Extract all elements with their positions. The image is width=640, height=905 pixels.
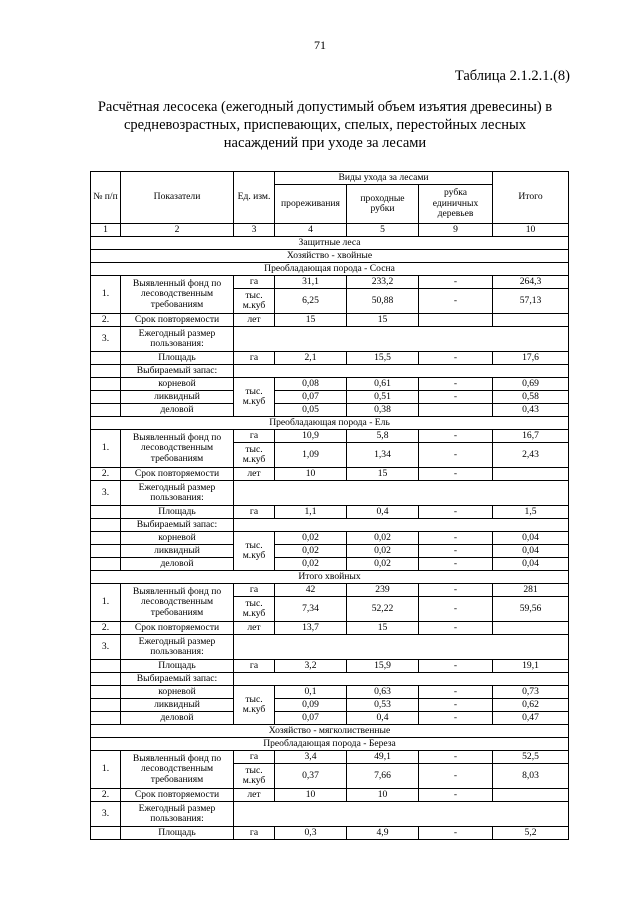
header-unit: Ед. изм.: [234, 172, 275, 224]
empty-cell: [234, 519, 569, 532]
cell: 8,03: [493, 764, 569, 789]
empty-cell: [91, 699, 121, 712]
cell: 281: [493, 584, 569, 597]
cell: 2,43: [493, 443, 569, 468]
empty-cell: [91, 352, 121, 365]
annual-row: [91, 481, 569, 506]
annual-row: [91, 635, 569, 660]
stock-row: [91, 673, 569, 686]
header-total: Итого: [493, 172, 569, 224]
header-thinning: прореживания: [275, 185, 347, 224]
section-spruce: [91, 417, 569, 430]
cell: Выбираемый запас:: [121, 519, 234, 532]
empty-cell: [91, 365, 121, 378]
section-total-conif-label: Итого хвойных: [91, 571, 569, 584]
cell: 0,58: [493, 391, 569, 404]
header-pass-cuts: проходные рубки: [347, 185, 419, 224]
stock-business-row: [91, 404, 569, 417]
cell: [493, 468, 569, 481]
section-farm-soft: [91, 725, 569, 738]
header-care-types: Виды ухода за лесами: [275, 172, 493, 185]
cell: лет: [234, 789, 275, 802]
cell: 2.: [91, 622, 121, 635]
cell: Выбираемый запас:: [121, 365, 234, 378]
cell: га: [234, 430, 275, 443]
cell: 10: [275, 468, 347, 481]
cell: тыс. м.куб: [234, 443, 275, 468]
cell: 15,5: [347, 352, 419, 365]
cell: 52,5: [493, 751, 569, 764]
cell: га: [234, 584, 275, 597]
cell: ликвидный: [121, 391, 234, 404]
cell: -: [419, 789, 493, 802]
cell: 13,7: [275, 622, 347, 635]
empty-cell: [234, 481, 569, 506]
cell: Площадь: [121, 827, 234, 840]
cell: Выявленный фонд по лесоводственным требованиям: [121, 751, 234, 789]
cell: Срок повторяемости: [121, 789, 234, 802]
cell: 7,34: [275, 597, 347, 622]
cell: 15,9: [347, 660, 419, 673]
section-protective-label: Защитные леса: [91, 237, 569, 250]
document-title: [80, 98, 570, 152]
cell: 0,02: [275, 545, 347, 558]
section-spruce-label: Преобладающая порода - Ель: [91, 417, 569, 430]
cell: 3.: [91, 802, 121, 827]
cell: ликвидный: [121, 545, 234, 558]
area-row: [91, 660, 569, 673]
empty-cell: [234, 327, 569, 352]
cell: 0,02: [347, 558, 419, 571]
cell: лет: [234, 314, 275, 327]
cell: -: [419, 545, 493, 558]
cell: 0,02: [347, 545, 419, 558]
period-row: [91, 314, 569, 327]
cell: деловой: [121, 404, 234, 417]
cell: 1.: [91, 430, 121, 468]
cell: [493, 789, 569, 802]
cell: 0,1: [275, 686, 347, 699]
section-pine: [91, 263, 569, 276]
title-line: средневозрастных, приспевающих, спелых, перестойных лесных: [124, 117, 526, 133]
cell: 0,47: [493, 712, 569, 725]
cell: Срок повторяемости: [121, 314, 234, 327]
cell: -: [419, 532, 493, 545]
cell: Срок повторяемости: [121, 622, 234, 635]
cell: 2.: [91, 789, 121, 802]
cell: га: [234, 352, 275, 365]
stock-root-row: [91, 686, 569, 699]
cell: -: [419, 597, 493, 622]
empty-cell: [91, 673, 121, 686]
cell: Выявленный фонд по лесоводственным требованиям: [121, 276, 234, 314]
section-farm-conif-label: Хозяйство - хвойные: [91, 250, 569, 263]
cell: 0,61: [347, 378, 419, 391]
cell: 15: [275, 314, 347, 327]
cell: 3.: [91, 481, 121, 506]
cell: тыс. м.куб: [234, 378, 275, 417]
cell: тыс. м.куб: [234, 289, 275, 314]
harvest-table: [90, 171, 569, 840]
cell: -: [419, 289, 493, 314]
empty-cell: [234, 365, 569, 378]
cell: 31,1: [275, 276, 347, 289]
cell: -: [419, 468, 493, 481]
cell: 16,7: [493, 430, 569, 443]
cell: [419, 314, 493, 327]
period-row: [91, 468, 569, 481]
cell: 1,09: [275, 443, 347, 468]
stock-liquid-row: [91, 391, 569, 404]
section-total-conif: [91, 571, 569, 584]
cell: [419, 404, 493, 417]
cell: 52,22: [347, 597, 419, 622]
cell: -: [419, 622, 493, 635]
cell: 0,69: [493, 378, 569, 391]
cell: корневой: [121, 686, 234, 699]
cell: 19,1: [493, 660, 569, 673]
cell: 50,88: [347, 289, 419, 314]
cell: 57,13: [493, 289, 569, 314]
empty-cell: [91, 660, 121, 673]
cell: 6,25: [275, 289, 347, 314]
empty-cell: [91, 545, 121, 558]
stock-liquid-row: [91, 545, 569, 558]
cell: 17,6: [493, 352, 569, 365]
empty-cell: [91, 404, 121, 417]
cell: 0,3: [275, 827, 347, 840]
header-indicator: Показатели: [121, 172, 234, 224]
empty-cell: [91, 519, 121, 532]
cell: 1.: [91, 276, 121, 314]
section-birch: [91, 738, 569, 751]
area-row: [91, 352, 569, 365]
cell: Ежегодный размер пользования:: [121, 481, 234, 506]
cell: 4,9: [347, 827, 419, 840]
section-farm-conif: [91, 250, 569, 263]
stock-row: [91, 365, 569, 378]
section-birch-label: Преобладающая порода - Береза: [91, 738, 569, 751]
empty-cell: [91, 378, 121, 391]
header-row: [91, 172, 569, 185]
cell: -: [419, 751, 493, 764]
cell: га: [234, 827, 275, 840]
fund-row: [91, 584, 569, 597]
empty-cell: [91, 827, 121, 840]
stock-liquid-row: [91, 699, 569, 712]
colnum: 3: [234, 224, 275, 237]
cell: -: [419, 391, 493, 404]
cell: -: [419, 764, 493, 789]
header-single-trees: рубка единичных деревьев: [419, 185, 493, 224]
cell: -: [419, 430, 493, 443]
cell: 0,04: [493, 558, 569, 571]
cell: 0,53: [347, 699, 419, 712]
cell: -: [419, 660, 493, 673]
cell: 0,08: [275, 378, 347, 391]
cell: 3,4: [275, 751, 347, 764]
stock-root-row: [91, 532, 569, 545]
cell: Площадь: [121, 660, 234, 673]
cell: 0,02: [275, 558, 347, 571]
table-id: Таблица 2.1.2.1.(8): [454, 68, 570, 84]
annual-row: [91, 802, 569, 827]
cell: 0,02: [347, 532, 419, 545]
cell: корневой: [121, 532, 234, 545]
cell: 1,1: [275, 506, 347, 519]
cell: лет: [234, 622, 275, 635]
section-farm-soft-label: Хозяйство - мягколиственные: [91, 725, 569, 738]
cell: Площадь: [121, 352, 234, 365]
cell: Выбираемый запас:: [121, 673, 234, 686]
stock-business-row: [91, 712, 569, 725]
cell: 49,1: [347, 751, 419, 764]
cell: Срок повторяемости: [121, 468, 234, 481]
cell: -: [419, 378, 493, 391]
cell: тыс. м.куб: [234, 686, 275, 725]
cell: га: [234, 506, 275, 519]
cell: 0,07: [275, 712, 347, 725]
cell: Выявленный фонд по лесоводственным требованиям: [121, 430, 234, 468]
cell: -: [419, 827, 493, 840]
cell: 5,2: [493, 827, 569, 840]
cell: 7,66: [347, 764, 419, 789]
cell: корневой: [121, 378, 234, 391]
empty-cell: [91, 686, 121, 699]
cell: 0,38: [347, 404, 419, 417]
cell: -: [419, 686, 493, 699]
table-body: [91, 172, 569, 840]
cell: 10: [275, 789, 347, 802]
cell: 0,04: [493, 545, 569, 558]
cell: тыс. м.куб: [234, 532, 275, 571]
cell: 3.: [91, 327, 121, 352]
cell: [493, 622, 569, 635]
fund-row: [91, 276, 569, 289]
cell: Ежегодный размер пользования:: [121, 327, 234, 352]
cell: 15: [347, 314, 419, 327]
cell: 239: [347, 584, 419, 597]
cell: 3.: [91, 635, 121, 660]
cell: 3,2: [275, 660, 347, 673]
cell: тыс. м.куб: [234, 764, 275, 789]
cell: 0,62: [493, 699, 569, 712]
section-protective: [91, 237, 569, 250]
fund-row: [91, 751, 569, 764]
annual-row: [91, 327, 569, 352]
cell: -: [419, 699, 493, 712]
cell: 233,2: [347, 276, 419, 289]
title-line: насаждений при уходе за лесами: [223, 135, 427, 151]
stock-row: [91, 519, 569, 532]
stock-root-row: [91, 378, 569, 391]
cell: 10: [347, 789, 419, 802]
cell: 2,1: [275, 352, 347, 365]
cell: 264,3: [493, 276, 569, 289]
cell: 42: [275, 584, 347, 597]
area-row: [91, 506, 569, 519]
cell: ликвидный: [121, 699, 234, 712]
cell: деловой: [121, 558, 234, 571]
cell: га: [234, 660, 275, 673]
cell: 0,02: [275, 532, 347, 545]
section-pine-label: Преобладающая порода - Сосна: [91, 263, 569, 276]
cell: Выявленный фонд по лесоводственным требованиям: [121, 584, 234, 622]
period-row: [91, 622, 569, 635]
period-row: [91, 789, 569, 802]
empty-cell: [234, 673, 569, 686]
empty-cell: [234, 635, 569, 660]
colnum: 1: [91, 224, 121, 237]
cell: -: [419, 506, 493, 519]
cell: 0,51: [347, 391, 419, 404]
cell: Площадь: [121, 506, 234, 519]
cell: 0,63: [347, 686, 419, 699]
empty-cell: [91, 506, 121, 519]
stock-business-row: [91, 558, 569, 571]
cell: -: [419, 352, 493, 365]
cell: Ежегодный размер пользования:: [121, 802, 234, 827]
cell: 1,5: [493, 506, 569, 519]
cell: 0,05: [275, 404, 347, 417]
cell: 2.: [91, 314, 121, 327]
cell: [493, 314, 569, 327]
title-line: Расчётная лесосека (ежегодный допустимый объем изъятия древесины) в: [97, 99, 553, 115]
cell: лет: [234, 468, 275, 481]
colnum: 2: [121, 224, 234, 237]
empty-cell: [234, 802, 569, 827]
cell: 0,09: [275, 699, 347, 712]
cell: 15: [347, 468, 419, 481]
cell: -: [419, 276, 493, 289]
colnum: 5: [347, 224, 419, 237]
cell: 2.: [91, 468, 121, 481]
empty-cell: [91, 532, 121, 545]
cell: -: [419, 443, 493, 468]
fund-row: [91, 430, 569, 443]
cell: 0,73: [493, 686, 569, 699]
colnum: 10: [493, 224, 569, 237]
empty-cell: [91, 712, 121, 725]
cell: 1.: [91, 751, 121, 789]
cell: 0,04: [493, 532, 569, 545]
area-row: [91, 827, 569, 840]
colnum: 9: [419, 224, 493, 237]
cell: 0,4: [347, 712, 419, 725]
empty-cell: [91, 558, 121, 571]
cell: 0,37: [275, 764, 347, 789]
cell: 0,43: [493, 404, 569, 417]
cell: 5,8: [347, 430, 419, 443]
cell: -: [419, 558, 493, 571]
cell: 1,34: [347, 443, 419, 468]
empty-cell: [91, 391, 121, 404]
column-numbers-row: [91, 224, 569, 237]
cell: 59,56: [493, 597, 569, 622]
page-number: 71: [314, 38, 326, 52]
cell: деловой: [121, 712, 234, 725]
cell: 15: [347, 622, 419, 635]
cell: 1.: [91, 584, 121, 622]
header-num: № п/п: [91, 172, 121, 224]
cell: -: [419, 584, 493, 597]
cell: 10,9: [275, 430, 347, 443]
colnum: 4: [275, 224, 347, 237]
cell: 0,07: [275, 391, 347, 404]
cell: га: [234, 751, 275, 764]
cell: Ежегодный размер пользования:: [121, 635, 234, 660]
cell: га: [234, 276, 275, 289]
cell: 0,4: [347, 506, 419, 519]
cell: -: [419, 712, 493, 725]
cell: тыс. м.куб: [234, 597, 275, 622]
